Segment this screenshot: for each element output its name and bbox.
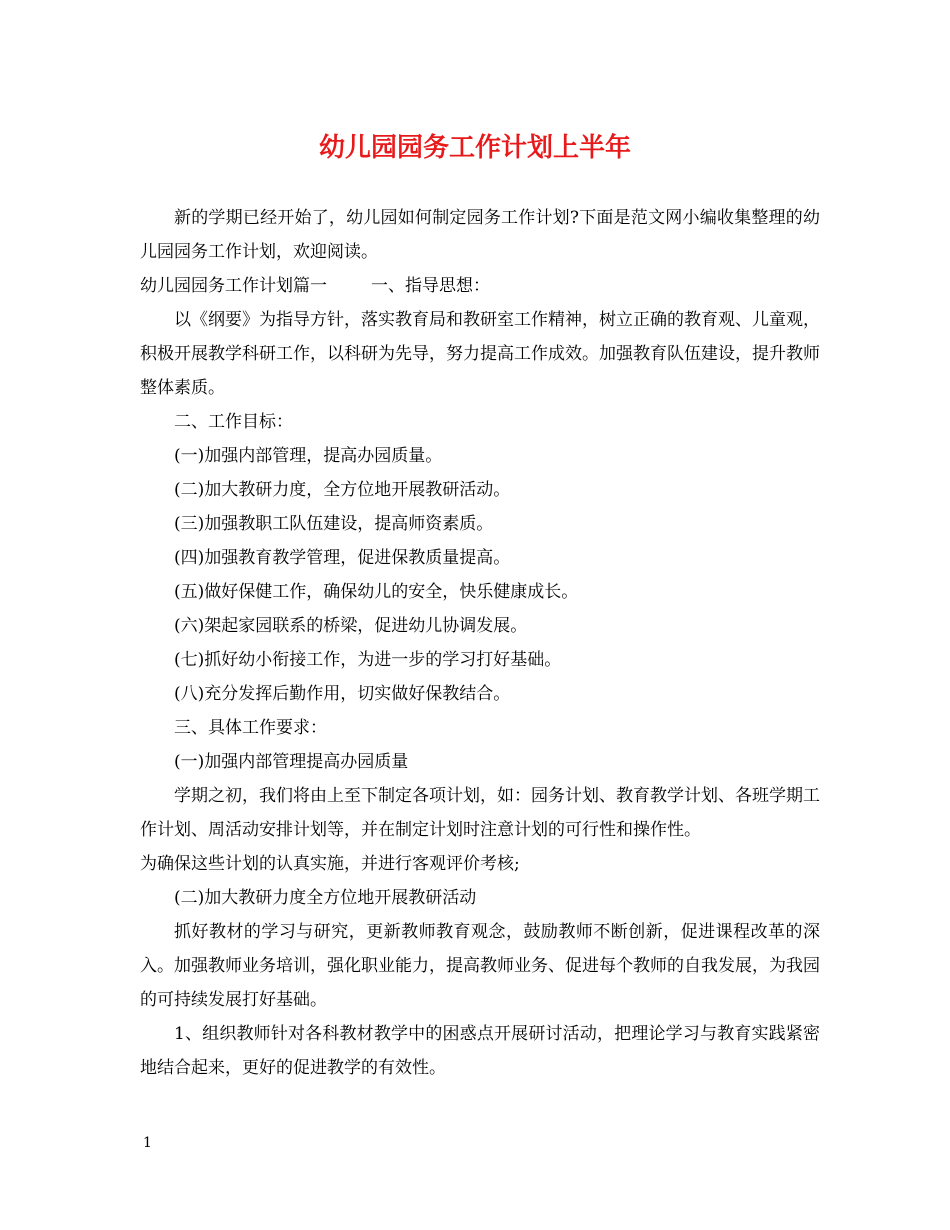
document-title: 幼儿园园务工作计划上半年 [318,133,631,163]
requirement-1-heading: (一)加强内部管理提高办园质量 [174,752,409,772]
section-line [140,269,820,303]
section-heading: 一、指导思想： [371,276,490,296]
requirement-2-item-1: 1、组织教师针对各科教材教学中的困惑点开展研讨活动，把理论学习与教育实践紧密地结合起来，更好的促进教学的有效性。 [140,1024,820,1078]
goal-item: (三)加强教职工队伍建设，提高师资素质。 [174,514,494,534]
requirement-1-paragraph: 学期之初，我们将由上至下制定各项计划，如：园务计划、教育教学计划、各班学期工作计划、周活动安排计划等，并在制定计划时注意计划的可行性和操作性。 [140,786,820,840]
goal-item: (二)加大教研力度，全方位地开展教研活动。 [174,480,511,500]
goal-item: (五)做好保健工作，确保幼儿的安全，快乐健康成长。 [174,582,579,602]
guiding-paragraph: 以《纲要》为指导方针，落实教育局和教研室工作精神，树立正确的教育观、儿童观，积极开展教学科研工作，以科研为先导，努力提高工作成效。加强教育队伍建设，提升教师整体素质。 [140,310,820,398]
document-body [140,201,820,1085]
requirements-heading: 三、具体工作要求： [174,718,327,738]
section-label: 幼儿园园务工作计划篇一 [140,276,327,296]
goal-item: (七)抓好幼小衔接工作，为进一步的学习打好基础。 [174,650,562,670]
intro-paragraph: 新的学期已经开始了，幼儿园如何制定园务工作计划?下面是范文网小编收集整理的幼儿园园务工作计划，欢迎阅读。 [140,208,820,262]
goal-item: (八)充分发挥后勤作用，切实做好保教结合。 [174,684,511,704]
goal-item: (六)架起家园联系的桥梁，促进幼儿协调发展。 [174,616,528,636]
goal-item: (一)加强内部管理，提高办园质量。 [174,446,443,466]
goals-heading: 二、工作目标： [174,412,293,432]
page-number: 1 [143,1135,152,1151]
requirement-2-heading: (二)加大教研力度全方位地开展教研活动 [174,888,477,908]
requirement-1-continuation: 为确保这些计划的认真实施，并进行客观评价考核; [140,854,520,874]
goal-item: (四)加强教育教学管理，促进保教质量提高。 [174,548,511,568]
requirement-2-paragraph: 抓好教材的学习与研究，更新教师教育观念，鼓励教师不断创新，促进课程改革的深入。加强教师业务培训，强化职业能力，提高教师业务、促进每个教师的自我发展，为我园的可持续发展打好基础。 [140,922,820,1010]
